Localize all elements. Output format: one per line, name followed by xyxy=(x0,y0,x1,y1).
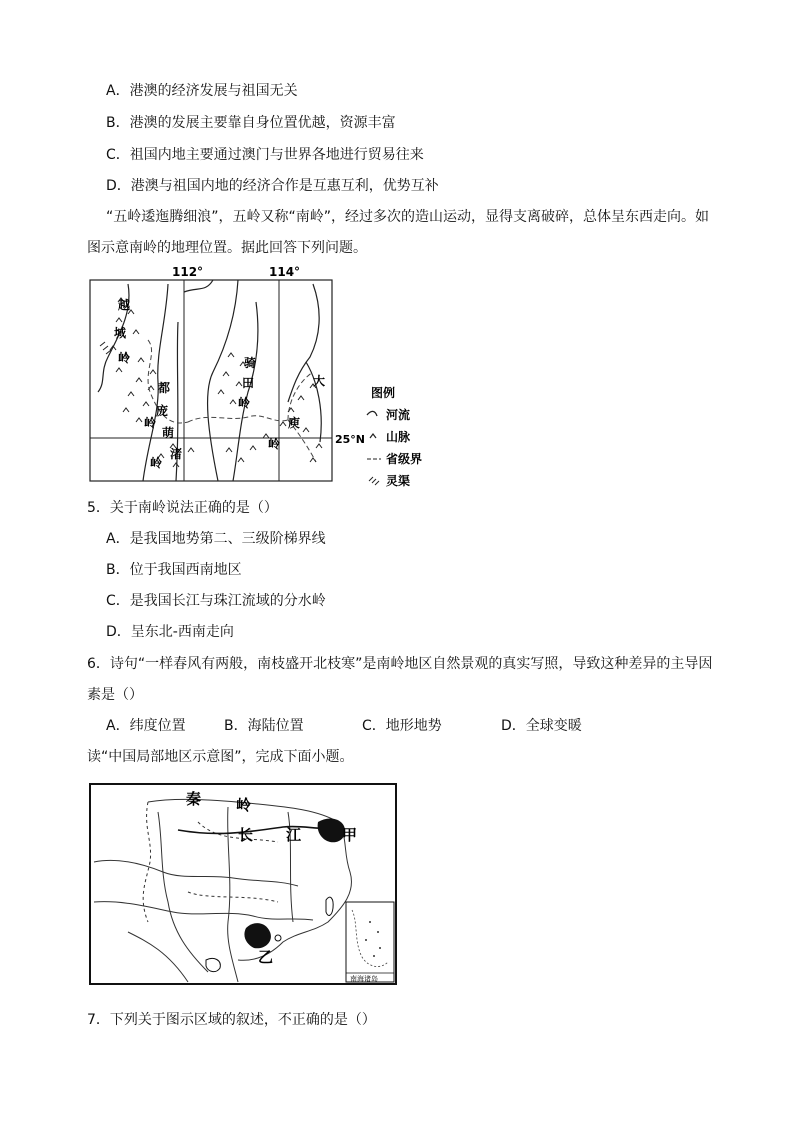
range-dayu-1: 大 xyxy=(313,374,326,388)
legend-river-icon xyxy=(367,411,377,416)
option-a-q6: A．纬度位置 xyxy=(106,718,186,734)
passage-line-1: “五岭逶迤腾细浪”，五岭又称“南岭”，经过多次的造山运动，显得支离破碎，总体呈东西走向。如 xyxy=(106,209,710,225)
range-yuecheng-3: 岭 xyxy=(118,351,131,365)
legend-canal-icon xyxy=(369,477,379,485)
option-b-q4: B．港澳的发展主要靠自身位置优越，资源丰富 xyxy=(106,115,396,131)
passage-line-2: 图示意南岭的地理位置。据此回答下列问题。 xyxy=(87,240,367,256)
range-dupang-3: 岭 xyxy=(144,416,157,430)
q7-stem: 7．下列关于图示区域的叙述，不正确的是（） xyxy=(87,1012,376,1028)
option-b-q6: B．海陆位置 xyxy=(224,718,304,734)
option-d-q6: D．全球变暖 xyxy=(501,718,582,734)
range-dupang-2: 庞 xyxy=(156,404,169,418)
hainan xyxy=(206,958,220,971)
passage-2: 读“中国局部地区示意图”，完成下面小题。 xyxy=(87,749,354,765)
legend-canal: 灵渠 xyxy=(386,474,411,487)
legend-mountain: 山脉 xyxy=(386,430,411,444)
label-jia: 甲 xyxy=(342,826,358,844)
legend-title: 图例 xyxy=(371,386,396,400)
q6-stem-2: 素是（） xyxy=(87,687,143,703)
hk-marker xyxy=(275,935,281,941)
inset-label-text: 南海诸岛 xyxy=(350,975,378,983)
option-d-q4: D．港澳与祖国内地的经济合作是互惠互利，优势互补 xyxy=(106,178,439,194)
label-jiang: 江 xyxy=(286,826,302,844)
range-yuecheng-2: 城 xyxy=(114,326,127,340)
range-mengzhu-2: 渚 xyxy=(170,447,183,461)
option-a-q5: A．是我国地势第二、三级阶梯界线 xyxy=(106,531,326,547)
lon-label-114: 114° xyxy=(269,265,301,279)
range-qitian-3: 岭 xyxy=(238,396,251,410)
range-mengzhu-3: 岭 xyxy=(150,456,163,470)
range-labels xyxy=(114,297,325,470)
legend-river: 河流 xyxy=(386,408,411,422)
q5-stem: 5．关于南岭说法正确的是（） xyxy=(87,500,278,516)
label-ling: 岭 xyxy=(236,796,252,814)
option-c-q5: C．是我国长江与珠江流域的分水岭 xyxy=(106,593,326,609)
q6-stem-1: 6．诗句“一样春风有两般，南枝盛开北枝寒”是南岭地区自然景观的真实写照，导致这种差异的主导因 xyxy=(87,656,713,672)
legend-mountain-icon xyxy=(370,434,376,438)
option-a-q4: A．港澳的经济发展与祖国无关 xyxy=(106,83,298,99)
option-c-q4: C．祖国内地主要通过澳门与世界各地进行贸易往来 xyxy=(106,147,424,163)
china-regional-map xyxy=(88,782,400,988)
mountain-symbols xyxy=(110,298,322,467)
lingqu-canal xyxy=(100,342,111,354)
range-dayu-2: 庾 xyxy=(288,416,301,430)
option-b-q5: B．位于我国西南地区 xyxy=(106,562,242,578)
label-chang: 长 xyxy=(238,826,254,844)
lon-label-112: 112° xyxy=(172,265,204,279)
option-c-q6: C．地形地势 xyxy=(362,718,442,734)
legend-boundary: 省级界 xyxy=(386,452,423,466)
label-yi: 乙 xyxy=(258,948,274,966)
taiwan xyxy=(326,897,333,915)
range-mengzhu-1: 萌 xyxy=(162,426,175,440)
range-yuecheng-1: 越 xyxy=(118,298,131,312)
range-dupang-1: 都 xyxy=(158,381,171,395)
map1-legend xyxy=(367,385,422,487)
option-d-q5: D．呈东北-西南走向 xyxy=(106,624,234,640)
range-qitian-1: 骑 xyxy=(244,356,257,370)
range-dayu-3: 岭 xyxy=(268,437,281,451)
lat-label-25n: 25°N xyxy=(335,433,366,446)
nanling-map xyxy=(88,262,438,487)
range-qitian-2: 田 xyxy=(242,376,255,390)
label-qin: 秦 xyxy=(186,790,202,808)
